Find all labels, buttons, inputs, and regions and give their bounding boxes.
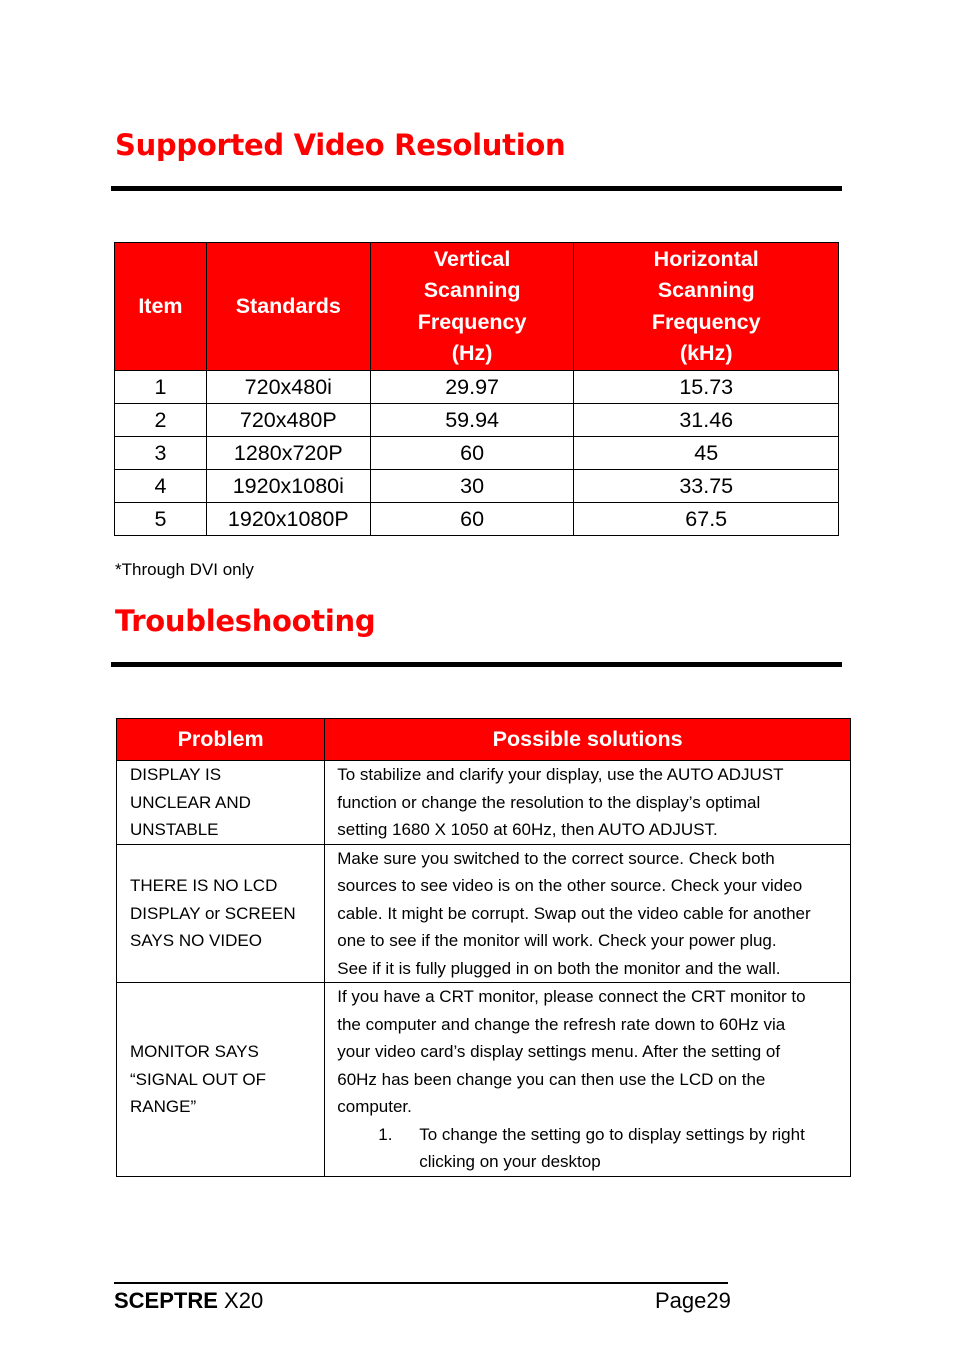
resolution-header-row: [115, 243, 839, 371]
table-row: [115, 437, 839, 470]
solution-cell: If you have a CRT monitor, please connect the CRT monitor to the computer and change the refresh rate down to 60Hz via your video card’s display settings menu. After the setting of 60Hz has been change you can then use the LCD on the computer. 1. To change the setting go to display settings by right clicking on your desktop: [325, 983, 851, 1177]
footer-model: X20: [224, 1288, 264, 1313]
solution-cell: Make sure you switched to the correct source. Check both sources to see video is on the other source. Check your video cable. It might be corrupt. Swap out the video cable for another one to see if the monitor will work. Check your power plug. See if it is fully plugged in on both the monitor and the wall.: [325, 844, 851, 983]
table-row: [115, 503, 839, 536]
table-row: [117, 761, 851, 845]
table-row: [117, 983, 851, 1177]
cell-horizontal: 33.75: [574, 470, 839, 503]
troubleshooting-header-row: [117, 719, 851, 761]
cell-vertical: 30: [370, 470, 574, 503]
list-number: 1.: [378, 1124, 393, 1144]
cell-vertical: 60: [370, 503, 574, 536]
list-text: To change the setting go to display settings by right clicking on your desktop: [419, 1124, 805, 1171]
table-row: [115, 371, 839, 404]
header-vertical-frequency: Vertical Scanning Frequency (Hz): [370, 243, 574, 371]
cell-item: 1: [115, 371, 207, 404]
cell-vertical: 29.97: [370, 371, 574, 404]
header-standards: Standards: [206, 243, 370, 371]
table-row: [115, 470, 839, 503]
resolution-footnote: *Through DVI only: [115, 560, 254, 579]
header-horizontal-frequency: Horizontal Scanning Frequency (kHz): [574, 243, 839, 371]
resolution-title: Supported Video Resolution: [115, 128, 566, 162]
title-rule: [111, 186, 842, 191]
cell-standard: 720x480P: [206, 404, 370, 437]
problem-cell: MONITOR SAYS “SIGNAL OUT OF RANGE”: [117, 983, 325, 1177]
cell-standard: 720x480i: [206, 371, 370, 404]
cell-horizontal: 15.73: [574, 371, 839, 404]
cell-horizontal: 67.5: [574, 503, 839, 536]
cell-standard: 1920x1080i: [206, 470, 370, 503]
header-solutions: Possible solutions: [325, 719, 851, 761]
footer-brand-model: [114, 1288, 263, 1314]
cell-item: 2: [115, 404, 207, 437]
title-rule: [111, 662, 842, 667]
cell-horizontal: 45: [574, 437, 839, 470]
table-row: [115, 404, 839, 437]
table-row: [117, 844, 851, 983]
solution-cell: To stabilize and clarify your display, use the AUTO ADJUST function or change the resolution to the display’s optimal setting 1680 X 1050 at 60Hz, then AUTO ADJUST.: [325, 761, 851, 845]
problem-cell: DISPLAY IS UNCLEAR AND UNSTABLE: [117, 761, 325, 845]
header-item: Item: [115, 243, 207, 371]
cell-item: 4: [115, 470, 207, 503]
footer-brand: SCEPTRE: [114, 1288, 218, 1313]
troubleshooting-title: Troubleshooting: [115, 604, 376, 638]
page-number: Page29: [655, 1288, 731, 1313]
cell-item: 3: [115, 437, 207, 470]
cell-vertical: 60: [370, 437, 574, 470]
resolution-table: [114, 242, 839, 536]
footer-rule: [114, 1282, 728, 1284]
cell-standard: 1280x720P: [206, 437, 370, 470]
cell-standard: 1920x1080P: [206, 503, 370, 536]
cell-horizontal: 31.46: [574, 404, 839, 437]
troubleshooting-table: [116, 718, 851, 1177]
problem-cell: THERE IS NO LCD DISPLAY or SCREEN SAYS NO VIDEO: [117, 844, 325, 983]
solution-list-item: [337, 1121, 844, 1176]
cell-vertical: 59.94: [370, 404, 574, 437]
cell-item: 5: [115, 503, 207, 536]
header-problem: Problem: [117, 719, 325, 761]
